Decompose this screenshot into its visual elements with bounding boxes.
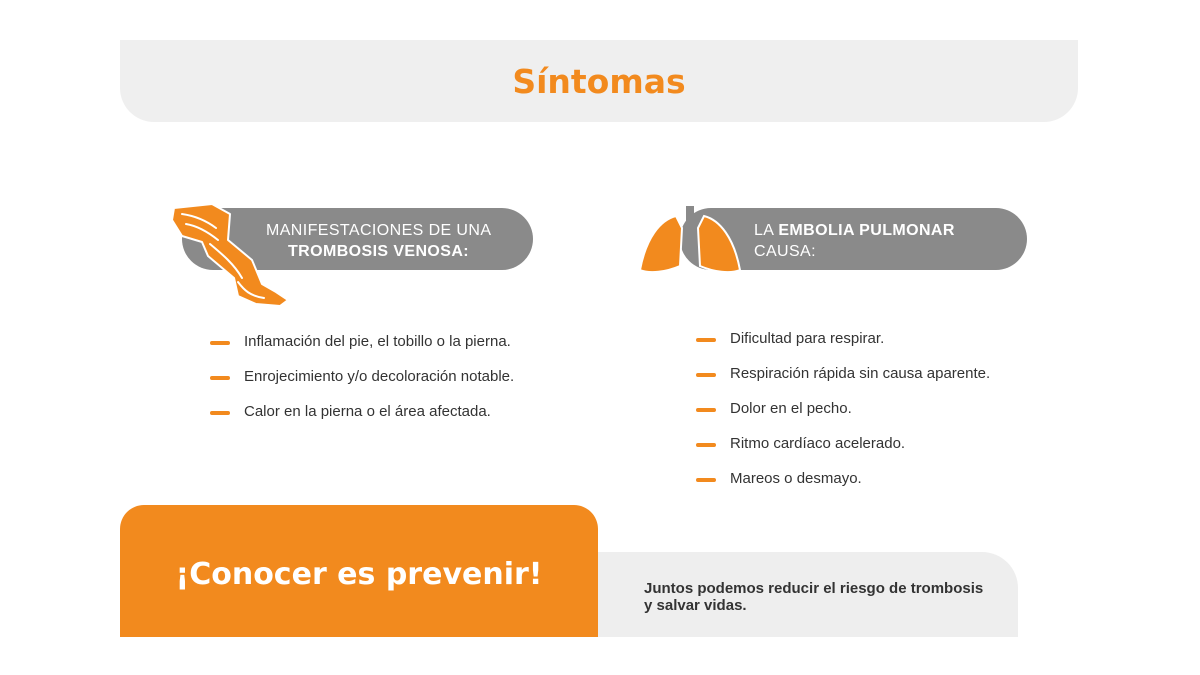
leg-icon bbox=[168, 198, 292, 310]
header-bar bbox=[120, 40, 1078, 122]
list-item: Calor en la pierna o el área afectada. bbox=[244, 402, 514, 437]
list-item: Ritmo cardíaco acelerado. bbox=[730, 434, 990, 469]
cta-box bbox=[120, 505, 598, 637]
list-item: Respiración rápida sin causa aparente. bbox=[730, 364, 990, 399]
pe-heading-line1: LA EMBOLIA PULMONAR bbox=[754, 222, 955, 239]
cta-text: ¡Conocer es prevenir! bbox=[175, 557, 543, 592]
list-item: Dolor en el pecho. bbox=[730, 399, 990, 434]
list-item: Dificultad para respirar. bbox=[730, 329, 990, 364]
list-item: Inflamación del pie, el tobillo o la pierna. bbox=[244, 332, 514, 367]
list-item: Mareos o desmayo. bbox=[730, 469, 990, 504]
dvt-heading-line1: MANIFESTACIONES DE UNA bbox=[266, 222, 492, 239]
page-title: Síntomas bbox=[512, 62, 686, 101]
lungs-icon bbox=[636, 204, 744, 288]
pe-symptom-list bbox=[730, 329, 990, 504]
message-text: Juntos podemos reducir el riesgo de trombosis y salvar vidas. bbox=[644, 580, 984, 614]
dvt-heading-line2: TROMBOSIS VENOSA: bbox=[288, 243, 470, 260]
pe-heading-line2: CAUSA: bbox=[754, 243, 816, 260]
message-box bbox=[598, 552, 1018, 637]
dvt-symptom-list bbox=[244, 332, 514, 437]
list-item: Enrojecimiento y/o decoloración notable. bbox=[244, 367, 514, 402]
